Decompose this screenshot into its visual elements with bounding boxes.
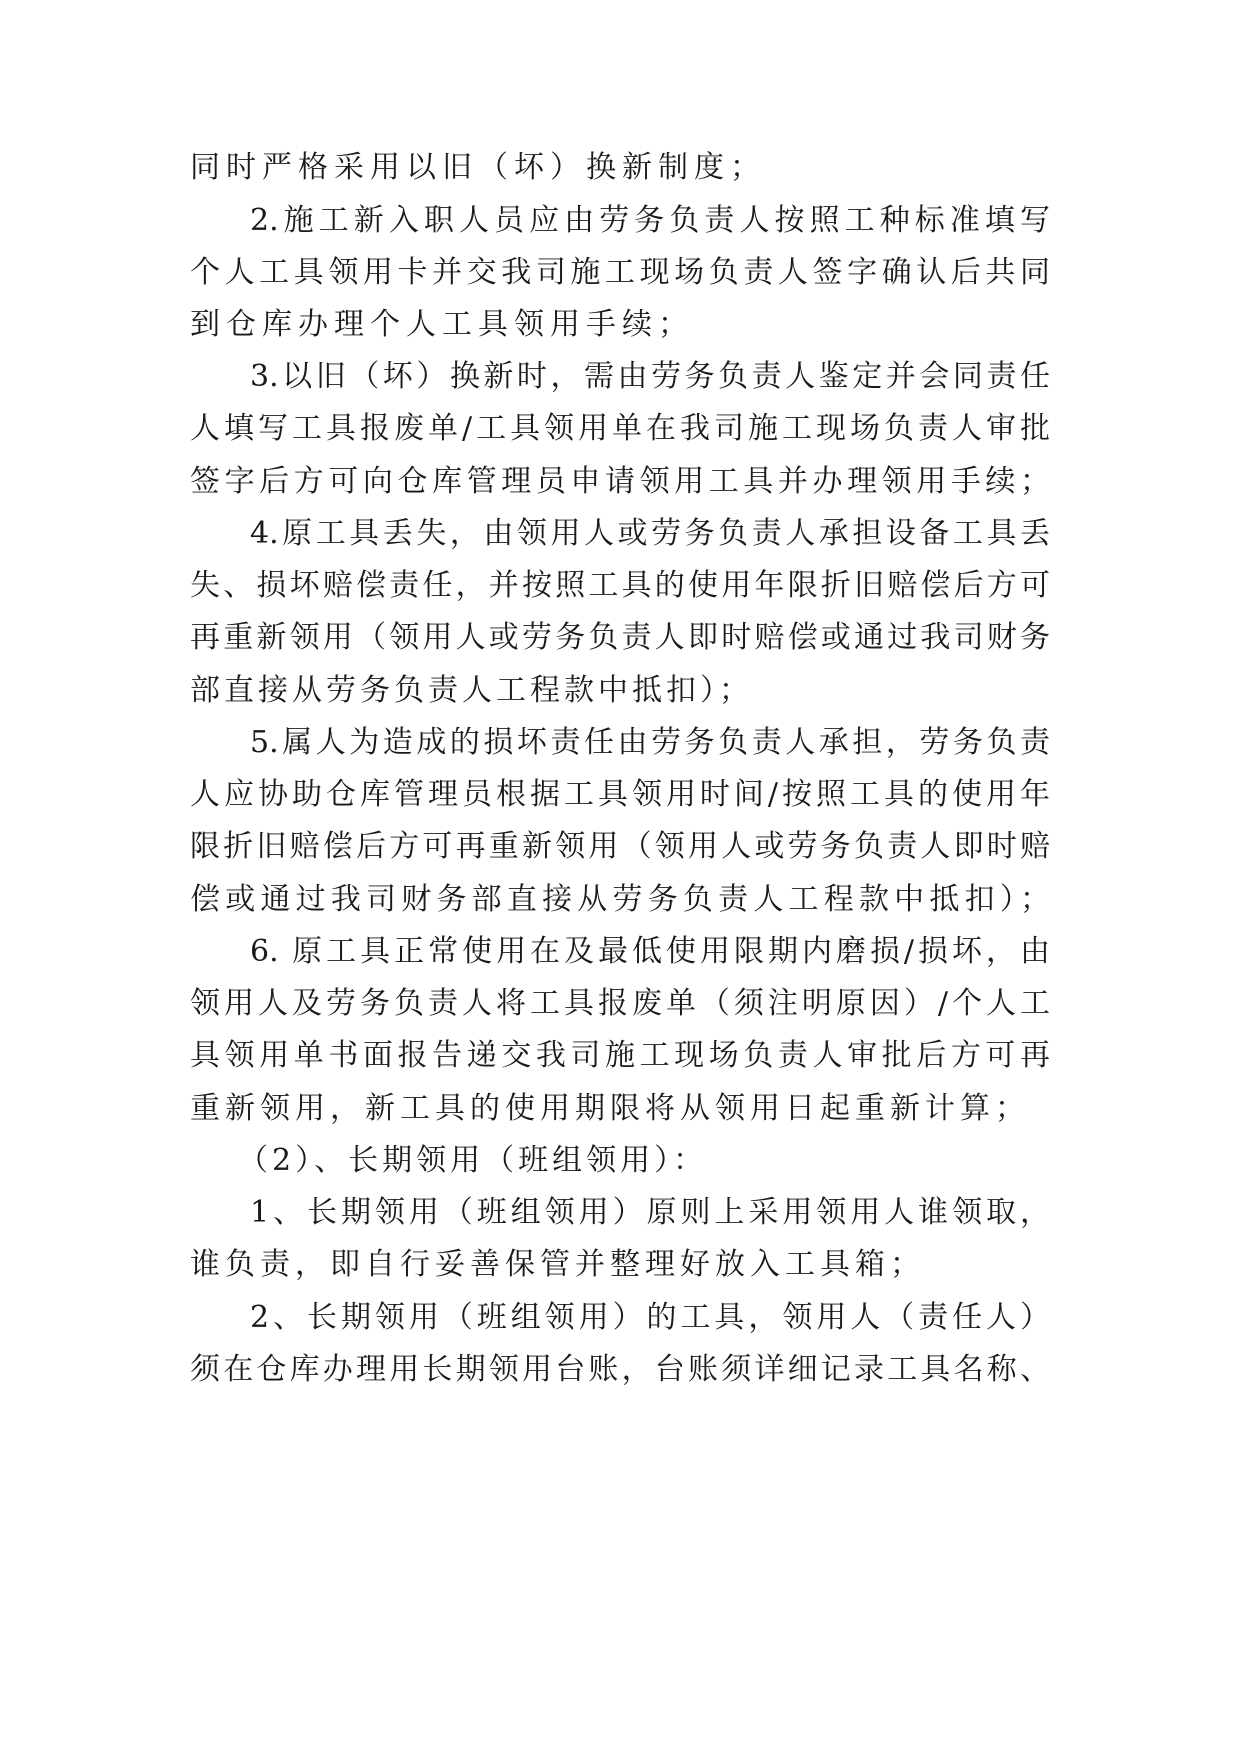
text-line: 谁负责，即自行妥善保管并整理好放入工具箱； bbox=[190, 1247, 925, 1282]
text-line: 再重新领用（领用人或劳务负责人即时赔偿或通过我司财务 bbox=[190, 620, 1050, 655]
text-line: 4.原工具丢失，由领用人或劳务负责人承担设备工具丢 bbox=[250, 516, 1050, 551]
text-line: 重新领用，新工具的使用期限将从领用日起重新计算； bbox=[190, 1091, 1030, 1126]
text-line: 限折旧赔偿后方可再重新领用（领用人或劳务负责人即时赔 bbox=[190, 829, 1050, 864]
text-line: 2.施工新入职人员应由劳务负责人按照工种标准填写 bbox=[250, 203, 1050, 238]
section-heading: （2）、长期领用（班组领用）： bbox=[238, 1143, 708, 1178]
text-line: 部直接从劳务负责人工程款中抵扣）； bbox=[190, 673, 753, 708]
text-line: 具领用单书面报告递交我司施工现场负责人审批后方可再 bbox=[190, 1038, 1050, 1073]
text-line: 5.属人为造成的损坏责任由劳务负责人承担，劳务负责 bbox=[250, 725, 1050, 760]
text-line: 偿或通过我司财务部直接从劳务负责人工程款中抵扣）； bbox=[190, 882, 1050, 917]
text-line: 人应协助仓库管理员根据工具领用时间/按照工具的使用年 bbox=[190, 777, 1050, 812]
text-line: 同时严格采用以旧（坏）换新制度； bbox=[190, 150, 766, 185]
text-line: 签字后方可向仓库管理员申请领用工具并办理领用手续； bbox=[190, 464, 1050, 499]
text-line: 2、长期领用（班组领用）的工具，领用人（责任人） bbox=[250, 1300, 1050, 1335]
text-line: 领用人及劳务负责人将工具报废单（须注明原因）/个人工 bbox=[190, 986, 1050, 1021]
text-line: 人填写工具报废单/工具领用单在我司施工现场负责人审批 bbox=[190, 411, 1050, 446]
text-line: 6. 原工具正常使用在及最低使用限期内磨损/损坏，由 bbox=[250, 934, 1050, 969]
text-line: 1、长期领用（班组领用）原则上采用领用人谁领取， bbox=[250, 1195, 1050, 1230]
text-line: 个人工具领用卡并交我司施工现场负责人签字确认后共同 bbox=[190, 255, 1050, 290]
text-line: 到仓库办理个人工具领用手续； bbox=[190, 307, 694, 342]
text-line: 3.以旧（坏）换新时，需由劳务负责人鉴定并会同责任 bbox=[250, 359, 1050, 394]
text-line: 须在仓库办理用长期领用台账，台账须详细记录工具名称、 bbox=[190, 1352, 1050, 1387]
text-line: 失、损坏赔偿责任，并按照工具的使用年限折旧赔偿后方可 bbox=[190, 568, 1050, 603]
